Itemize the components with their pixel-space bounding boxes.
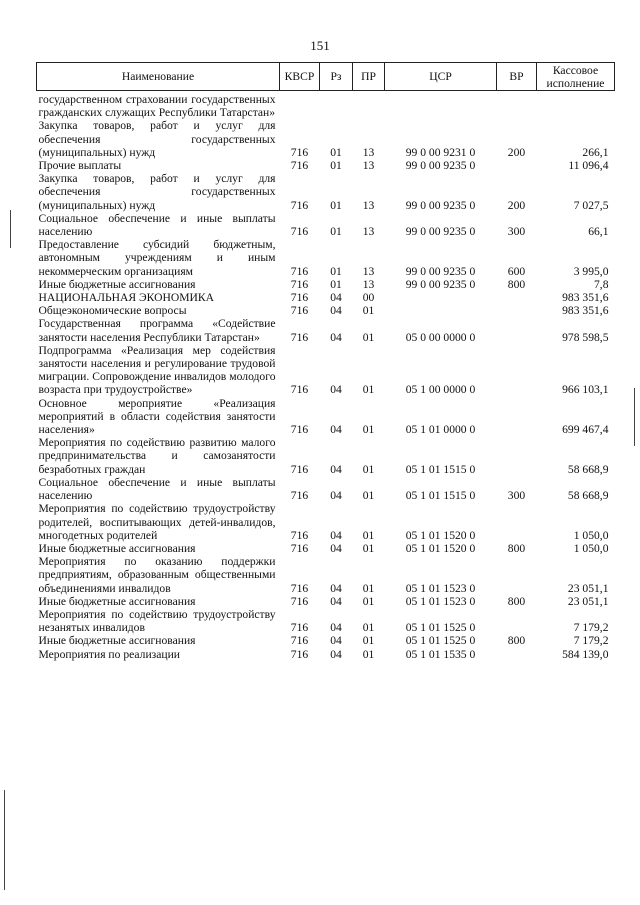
row-kvsr: 716 [290, 277, 309, 291]
row-kvsr [280, 91, 320, 120]
row-csr: 05 1 01 1523 0 [405, 581, 476, 595]
row-amount [537, 91, 615, 120]
row-name: Социальное обеспечение и иные выплаты населению [38, 211, 276, 239]
row-csr [385, 291, 497, 304]
row-rz: 01 [330, 277, 342, 291]
header-vr: ВР [497, 63, 537, 91]
row-vr: 800 [507, 634, 526, 648]
row-vr: 800 [507, 277, 526, 291]
row-pr: 00 [362, 291, 375, 305]
row-kvsr: 716 [290, 647, 309, 661]
row-vr [497, 304, 537, 317]
row-vr: 600 [507, 264, 526, 278]
row-name: Мероприятия по содействию трудоустройству незанятых инвалидов [38, 607, 276, 635]
row-vr [497, 91, 537, 120]
table-row [37, 595, 615, 608]
row-kvsr: 716 [290, 330, 309, 344]
row-vr [497, 159, 537, 172]
row-amount: 7 179,2 [573, 621, 609, 635]
row-csr: 05 1 01 1535 0 [405, 647, 476, 661]
row-vr: 300 [507, 489, 526, 503]
table-row [37, 608, 615, 634]
row-name: Иные бюджетные ассигнования [38, 277, 196, 291]
row-kvsr: 716 [290, 462, 309, 476]
row-amount: 66,1 [588, 225, 609, 239]
row-pr: 01 [362, 647, 375, 661]
row-amount: 3 995,0 [573, 264, 609, 278]
row-name: Государственная программа «Содействие занятости населения Республики Татарстан» [38, 317, 276, 344]
page-number: 151 [310, 38, 330, 53]
row-name: Закупка товаров, работ и услуг для обеспечения государственных (муниципальных) нужд [38, 172, 276, 212]
row-vr [497, 344, 537, 397]
row-csr: 05 1 01 1523 0 [405, 594, 476, 608]
table-row [37, 317, 615, 343]
row-rz: 04 [330, 304, 342, 318]
row-pr: 13 [362, 264, 375, 278]
row-vr [497, 397, 537, 437]
row-pr: 01 [362, 634, 375, 648]
row-name: Иные бюджетные ассигнования [38, 594, 196, 608]
row-rz: 04 [330, 423, 342, 437]
row-csr: 99 0 00 9235 0 [405, 198, 476, 212]
header-pr: ПР [353, 63, 385, 91]
right-margin-mark [634, 388, 635, 446]
row-rz: 04 [330, 634, 342, 648]
row-kvsr: 716 [290, 159, 309, 173]
table-row [37, 172, 615, 212]
row-name: государственном страховании государственных гражданских служащих Республики Татарстан» [38, 93, 276, 120]
row-csr: 05 1 01 1515 0 [405, 489, 476, 503]
row-pr: 01 [362, 581, 375, 595]
row-vr: 300 [507, 225, 526, 239]
row-name: Предоставление субсидий бюджетным, автономным учреждениям и иным некоммерческим организациям [38, 238, 276, 278]
row-kvsr: 716 [290, 264, 309, 278]
table-row [37, 91, 615, 120]
table-row [37, 119, 615, 159]
row-rz: 01 [330, 145, 342, 159]
row-csr: 05 1 01 0000 0 [405, 423, 476, 437]
row-amount: 1 050,0 [573, 528, 609, 542]
row-csr: 05 0 00 0000 0 [405, 330, 476, 344]
row-csr: 99 0 00 9235 0 [405, 264, 476, 278]
row-name: Общеэкономические вопросы [38, 304, 187, 318]
table-row [37, 159, 615, 172]
row-pr: 01 [362, 330, 375, 344]
row-pr: 13 [362, 198, 375, 212]
table-row [37, 397, 615, 437]
row-rz: 01 [330, 225, 342, 239]
row-name: Социальное обеспечение и иные выплаты населению [38, 475, 276, 503]
row-amount: 584 139,0 [562, 647, 609, 661]
row-pr: 01 [362, 304, 375, 318]
row-amount: 11 096,4 [568, 159, 609, 173]
row-kvsr: 716 [290, 489, 309, 503]
row-kvsr: 716 [290, 304, 309, 318]
row-pr: 13 [362, 159, 375, 173]
row-pr: 01 [362, 423, 375, 437]
header-csr: ЦСР [385, 63, 497, 91]
table-header-row [37, 63, 615, 91]
row-vr [497, 436, 537, 476]
header-rz: Рз [320, 63, 353, 91]
row-name: НАЦИОНАЛЬНАЯ ЭКОНОМИКА [38, 291, 215, 305]
row-csr: 05 1 00 0000 0 [405, 383, 476, 397]
row-rz: 04 [330, 621, 342, 635]
row-pr [353, 91, 385, 120]
row-kvsr: 716 [290, 528, 309, 542]
row-rz: 01 [330, 159, 342, 173]
header-kvsr: КВСР [280, 63, 320, 91]
row-csr [385, 91, 497, 120]
left-page-edge [4, 790, 5, 890]
row-pr: 01 [362, 528, 375, 542]
row-pr: 01 [362, 541, 375, 555]
row-csr: 05 1 01 1525 0 [405, 621, 476, 635]
row-pr: 13 [362, 277, 375, 291]
row-rz: 01 [330, 198, 342, 212]
row-vr [497, 317, 537, 343]
row-amount: 58 668,9 [567, 489, 609, 503]
row-amount: 23 051,1 [567, 594, 609, 608]
table-row [37, 304, 615, 317]
row-vr [497, 648, 537, 661]
row-csr: 99 0 00 9235 0 [405, 159, 476, 173]
budget-execution-table [36, 62, 615, 661]
row-name: Мероприятия по реализации [38, 647, 180, 661]
row-amount: 699 467,4 [562, 423, 609, 437]
row-csr: 05 1 01 1515 0 [405, 462, 476, 476]
row-rz: 04 [330, 383, 342, 397]
row-pr: 01 [362, 383, 375, 397]
row-pr: 01 [362, 621, 375, 635]
row-kvsr: 716 [290, 291, 309, 305]
row-pr: 13 [362, 145, 375, 159]
row-kvsr: 716 [290, 541, 309, 555]
row-name: Иные бюджетные ассигнования [38, 634, 196, 648]
row-vr: 800 [507, 541, 526, 555]
row-rz: 04 [330, 489, 342, 503]
row-amount: 1 050,0 [573, 541, 609, 555]
row-kvsr: 716 [290, 145, 309, 159]
row-rz [320, 91, 353, 120]
header-name: Наименование [37, 63, 280, 91]
row-kvsr: 716 [290, 581, 309, 595]
row-rz: 04 [330, 462, 342, 476]
row-rz: 04 [330, 647, 342, 661]
row-amount: 983 351,6 [562, 291, 609, 305]
left-margin-mark [10, 210, 11, 248]
row-name: Мероприятия по содействию трудоустройству родителей, воспитывающих детей-инвалидов, многодетных родителей [38, 502, 276, 542]
row-rz: 01 [330, 264, 342, 278]
table-row [37, 291, 615, 304]
row-rz: 04 [330, 528, 342, 542]
row-csr: 05 1 01 1525 0 [405, 634, 476, 648]
row-csr: 99 0 00 9235 0 [405, 277, 476, 291]
table-row [37, 555, 615, 595]
row-rz: 04 [330, 330, 342, 344]
row-name: Подпрограмма «Реализация мер содействия занятости населения и регулирование трудовой миграции. Сопровождение инвалидов молодого возраста при трудоустройстве» [38, 343, 276, 397]
row-amount: 23 051,1 [567, 581, 609, 595]
table-row [37, 212, 615, 238]
table-row [37, 634, 615, 647]
row-amount: 983 351,6 [562, 304, 609, 318]
row-vr: 800 [507, 594, 526, 608]
row-pr: 01 [362, 594, 375, 608]
row-amount: 58 668,9 [567, 462, 609, 476]
row-vr [497, 555, 537, 595]
table-body [37, 91, 615, 661]
row-csr [385, 304, 497, 317]
row-name: Прочие выплаты [38, 159, 122, 173]
row-vr: 200 [507, 198, 526, 212]
row-pr: 01 [362, 462, 375, 476]
row-kvsr: 716 [290, 198, 309, 212]
row-csr: 99 0 00 9231 0 [405, 145, 476, 159]
row-kvsr: 716 [290, 634, 309, 648]
header-amount: Кассовое исполнение [537, 63, 615, 91]
row-csr: 99 0 00 9235 0 [405, 225, 476, 239]
row-amount: 7 027,5 [573, 198, 609, 212]
row-kvsr: 716 [290, 225, 309, 239]
table-row [37, 344, 615, 397]
row-pr: 13 [362, 225, 375, 239]
row-vr [497, 608, 537, 634]
row-vr [497, 502, 537, 542]
row-rz: 04 [330, 581, 342, 595]
row-kvsr: 716 [290, 423, 309, 437]
row-vr [497, 291, 537, 304]
row-name: Основное мероприятие «Реализация мероприятий в области содействия занятости населения» [38, 396, 276, 437]
row-amount: 978 598,5 [562, 330, 609, 344]
row-amount: 7,8 [594, 277, 609, 291]
row-csr: 05 1 01 1520 0 [405, 528, 476, 542]
table-row [37, 238, 615, 278]
row-csr: 05 1 01 1520 0 [405, 541, 476, 555]
row-vr: 200 [507, 145, 526, 159]
row-name: Закупка товаров, работ и услуг для обеспечения государственных (муниципальных) нужд [38, 119, 276, 159]
table-row [37, 648, 615, 661]
table-row [37, 476, 615, 502]
table-row [37, 502, 615, 542]
row-rz: 04 [330, 291, 342, 305]
table-row [37, 542, 615, 555]
row-amount: 266,1 [582, 145, 609, 159]
row-name: Мероприятия по содействию развитию малого предпринимательства и самозанятости безработных граждан [38, 436, 276, 476]
row-pr: 01 [362, 489, 375, 503]
row-kvsr: 716 [290, 621, 309, 635]
row-kvsr: 716 [290, 594, 309, 608]
row-rz: 04 [330, 594, 342, 608]
table-row [37, 436, 615, 476]
row-name: Мероприятия по оказанию поддержки предприятиям, образованным общественными объединениями инвалидов [38, 555, 276, 595]
row-name: Иные бюджетные ассигнования [38, 541, 196, 555]
row-kvsr: 716 [290, 383, 309, 397]
row-amount: 966 103,1 [562, 383, 609, 397]
table-row [37, 278, 615, 291]
row-amount: 7 179,2 [573, 634, 609, 648]
row-rz: 04 [330, 541, 342, 555]
